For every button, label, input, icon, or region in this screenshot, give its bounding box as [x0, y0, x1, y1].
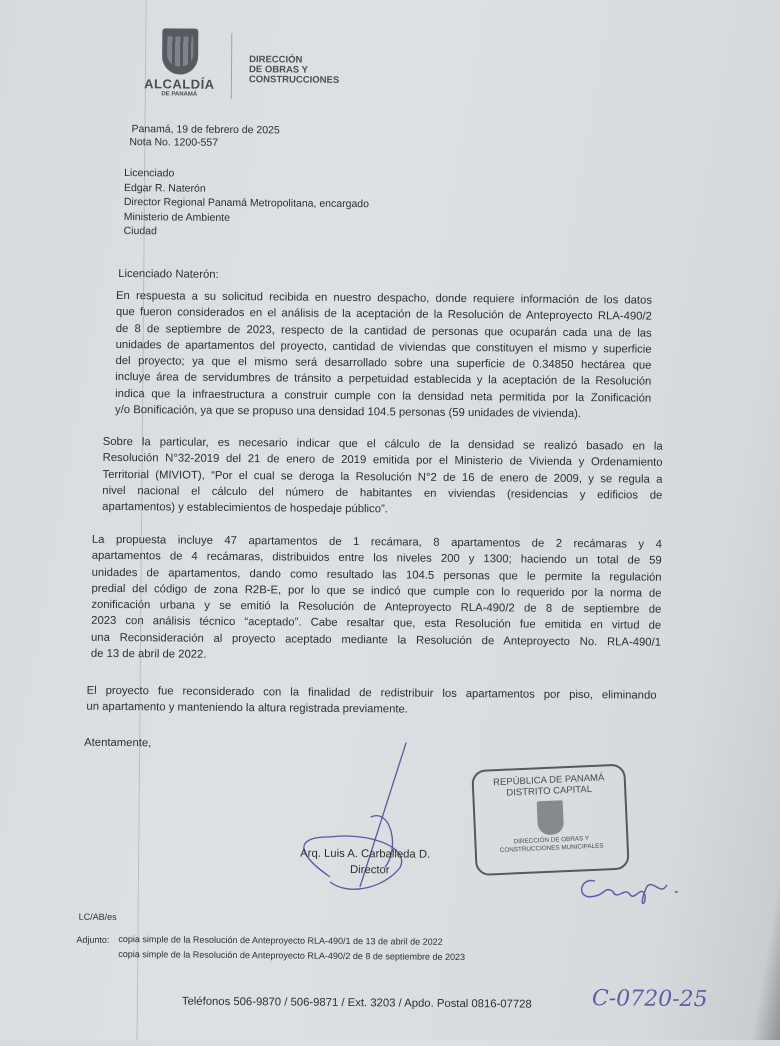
- paragraph-line: predial del código de zona R2B-E, por lo que se indicó que cumple con lo requerido por la norma de: [91, 582, 662, 600]
- paragraph-line: apartamentos) y establecimientos de hospedaje público”.: [102, 501, 388, 516]
- paragraph-line: de 13 de abril de 2022.: [90, 647, 207, 661]
- paragraph-line: apartamentos de 4 recámaras, distribuidos entre los niveles 200 y 1300; haciendo un total de 59: [91, 550, 662, 568]
- paragraph-line: un apartamento y manteniendo la altura registrada previamente.: [86, 701, 409, 716]
- paragraph-line: zonificación urbana y se emitió la Resolución de Anteproyecto RLA-490/2 de 8 de septiembre de: [91, 598, 662, 616]
- paragraph-line: que fueron considerados en el análisis de la aceptación de la Resolución de Anteproyecto RLA-490/2: [115, 306, 652, 323]
- stamp-line: REPÚBLICA DE PANAMÁ: [492, 772, 605, 789]
- salutation: Licenciado Naterón:: [118, 267, 219, 281]
- paragraph-line: Territorial (MIVIOT), “Por el cual se deroga la Resolución N°2 de 16 de enero de 2009, y se regula a: [102, 468, 663, 486]
- official-stamp: [471, 763, 629, 876]
- paragraph-line: unidades de apartamentos del proyecto, cantidad de viviendas que constituyen el mismo y superficie: [115, 338, 652, 356]
- stamp-crest-icon: [537, 800, 564, 835]
- paragraph-line: En respuesta a su solicitud recibida en nuestro despacho, donde requiere información de los datos: [115, 289, 653, 307]
- recipient-line: Edgar R. Naterón: [123, 181, 206, 195]
- paragraph-line: El proyecto fue reconsiderado con la finalidad de redistribuir los apartamentos por piso, eliminando: [86, 684, 657, 702]
- handwritten-initials-icon: [575, 866, 685, 912]
- department-line: DIRECCIÓN: [249, 54, 303, 66]
- paragraph-line: una Reconsideración al proyecto aceptado mediante la Resolución de Anteproyecto No. RLA-490/1: [91, 631, 662, 649]
- paragraph-line: 2023 con análisis técnico “aceptado”. Cabe resaltar que, esta Resolución fue emitida en virtud de: [91, 615, 662, 633]
- note-number: Nota No. 1200-557: [129, 136, 219, 149]
- recipient-line: Ministerio de Ambiente: [123, 210, 231, 224]
- stamp-line: DIRECCIÓN DE OBRAS Y: [513, 835, 590, 846]
- logo-text: ALCALDÍA: [144, 76, 215, 92]
- signatory-name: Arq. Luis A. Carballeda D.: [300, 847, 431, 861]
- coat-of-arms-icon: [161, 28, 197, 74]
- logo-subtext: DE PANAMÁ: [161, 91, 198, 98]
- signature-icon: [290, 737, 441, 908]
- attachments-label: Adjunto:: [76, 934, 110, 945]
- date-line: Panamá, 19 de febrero de 2025: [131, 123, 280, 137]
- recipient-line: Ciudad: [123, 225, 157, 238]
- paragraph-line: nivel nacional el cálculo del número de habitantes en viviendas (residencias y edificios de: [102, 484, 663, 502]
- attachment-item: copia simple de la Resolución de Anteproyecto RLA-490/2 de 8 de septiembre de 2023: [118, 949, 466, 963]
- signatory-title: Director: [349, 864, 390, 877]
- body-paragraph-3: [91, 532, 662, 667]
- department-name: [249, 55, 340, 86]
- department-line: DE OBRAS Y: [248, 64, 309, 76]
- body-paragraph-1: [115, 288, 652, 423]
- paragraph-line: indica que la infraestructura a construir cumple con la densidad neta permitida por la Zonificación: [115, 387, 652, 405]
- paragraph-line: Sobre la particular, es necesario indicar que el cálculo de la densidad se realizó basado en la: [102, 435, 663, 453]
- closing: Atentamente,: [84, 736, 152, 750]
- alcaldia-logo: [142, 28, 218, 98]
- stamp-line: CONSTRUCCIONES MUNICIPALES: [499, 842, 604, 855]
- initials: LC/AB/es: [78, 911, 117, 922]
- paragraph-line: del proyecto; ya que el mismo será desarrollado sobre una superficie de 0.34850 hectárea que: [115, 355, 652, 372]
- body-paragraph-4: [86, 683, 656, 721]
- paragraph-line: incluye área de servidumbres de tránsito a perpetuidad establecida y la aceptación de la Resolución: [115, 371, 652, 389]
- footer-contact: Teléfonos 506-9870 / 506-9871 / Ext. 3203 / Apdo. Postal 0816-07728: [181, 995, 532, 1011]
- paper-fold-line: [137, 0, 147, 1040]
- recipient-line: Director Regional Panamá Metropolitana, encargado: [123, 196, 370, 211]
- body-paragraph-2: [102, 434, 663, 520]
- paragraph-line: unidades de apartamentos, dando como resultado las 104.5 personas que le permite la regulación: [91, 566, 662, 584]
- handwritten-number: C-0720-25: [591, 986, 708, 1013]
- recipient-block: [124, 166, 370, 241]
- paragraph-line: y/o Bonificación, ya que se propuso una densidad 104.5 personas (59 unidades de vivienda).: [114, 404, 582, 421]
- paragraph-line: de 8 de septiembre de 2023, respecto de la cantidad de personas que ocuparán cada una de las: [115, 322, 652, 340]
- department-line: CONSTRUCCIONES: [248, 74, 340, 86]
- paragraph-line: Resolución N°32-2019 del 21 de enero de 2019 emitida por el Ministerio de Vivienda y Ordenamiento: [102, 452, 663, 470]
- paragraph-line: La propuesta incluye 47 apartamentos de 1 recámara, 8 apartamentos de 2 recámaras y 4: [91, 533, 662, 551]
- header-divider: [231, 33, 233, 99]
- recipient-line: Licenciado: [124, 167, 175, 180]
- attachment-item: copia simple de la Resolución de Anteproyecto RLA-490/1 de 13 de abril de 2022: [118, 934, 443, 947]
- stamp-line: DISTRITO CAPITAL: [506, 783, 593, 799]
